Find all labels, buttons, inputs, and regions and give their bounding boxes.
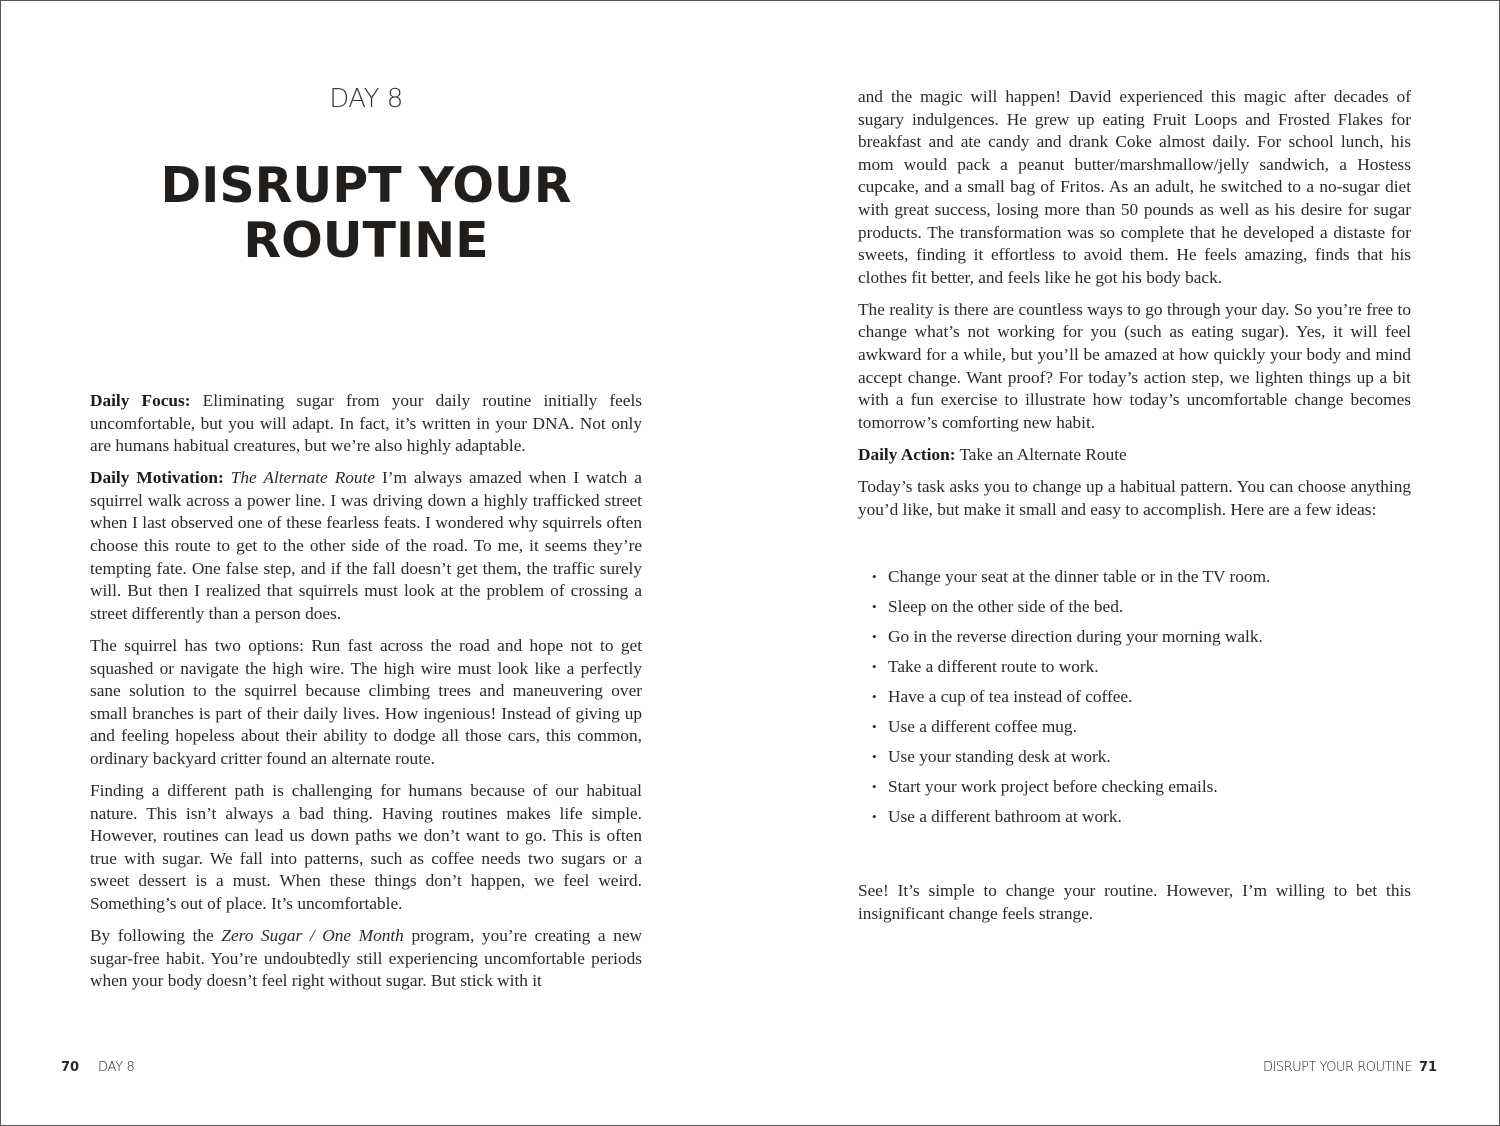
bullet-icon: • [872,659,877,675]
daily-action-label: Daily Action: [858,444,956,464]
task-paragraph: Today’s task asks you to change up a habitual pattern. You can choose anything you’d like, but make it small and easy to accomplish. Here are a few ideas: [858,477,1411,519]
david-paragraph: and the magic will happen! David experienced this magic after decades of sugary indulgences. He grew up eating Fruit Loops and Frosted Flakes for breakfast and ate candy and drank Coke almost daily. For school lunch, his mom would pack a peanut butter/marshmallow/jelly sandwich, a Hostess cupcake, and a small bag of Fritos. As an adult, he switched to a no-sugar diet with great success, losing more than 50 pounds as well as his desire for sugar products. The transformation was so complete that he developed a distaste for sweets, finding it effortless to avoid them. He feels amazing, finds that his clothes fit better, and feels like he got his body back. [858,87,1411,287]
running-head-left: DAY 8 [98,1060,135,1075]
daily-motivation-text: I’m always amazed when I watch a squirrel walk across a power line. I was driving down a highly trafficked street when I last observed one of these fearless feats. I wondered why squirrels often choose this route to get to the other side of the road. To me, it seems they’re tempting fate. One false step, and if the fall doesn’t get them, the traffic surely will. But then I realized that squirrels must look at the problem of crossing a street differently than a person does. [90,468,642,623]
page-number-left: 70 [61,1060,80,1075]
program-text-before: By following the [90,926,222,946]
list-item [858,622,1411,652]
daily-motivation-paragraph [90,467,642,625]
reality-paragraph: The reality is there are countless ways to go through your day. So you’re free to change what’s not working for you (such as eating sugar). Yes, it will feel awkward for a while, but you’ll be amazed at how quickly your body and mind accept change. Want proof? For today’s action step, we lighten things up a bit with a fun exercise to illustrate how today’s uncomfortable change becomes tomorrow’s comforting new habit. [858,299,1411,432]
left-body-text [90,390,642,1002]
list-item [858,682,1411,712]
program-name: Zero Sugar / One Month [221,926,404,946]
list-item [858,592,1411,622]
list-item-text: Use your standing desk at work. [888,747,1111,767]
bullet-icon: • [872,749,877,765]
daily-motivation-label: Daily Motivation: [90,468,224,488]
bullet-icon: • [872,809,877,825]
list-item [858,562,1411,592]
bullet-icon: • [872,779,877,795]
bullet-icon: • [872,569,877,585]
program-text-after: program, you’re creating a new sugar-free habit. You’re undoubtedly still experiencing uncomfortable periods when your body doesn’t feel right without sugar. But stick with it [90,926,642,991]
chapter-title: DISRUPT YOUR ROUTINE [160,157,572,269]
list-item-text: Change your seat at the dinner table or in the TV room. [888,567,1271,587]
bullet-icon: • [872,689,877,705]
list-item [858,742,1411,772]
right-page [750,0,1500,1126]
daily-focus-text: Eliminating sugar from your daily routine initially feels uncomfortable, but you will adapt. In fact, it’s written in your DNA. Not only are humans habitual creatures, but we’re also highly adaptable. [90,391,642,456]
list-item-text: Sleep on the other side of the bed. [888,597,1124,617]
running-head-right: DISRUPT YOUR ROUTINE [1263,1060,1413,1075]
list-item-text: Start your work project before checking emails. [888,777,1218,797]
daily-action-paragraph [858,444,1411,467]
path-paragraph: Finding a different path is challenging for humans because of our habitual nature. This isn’t always a bad thing. Having routines makes life simple. However, routines can lead us down paths we don’t want to go. This is often true with sugar. We fall into patterns, such as coffee needs two sugars or a sweet dessert is a must. When these things don’t happen, we feel weird. Something’s out of place. It’s uncomfortable. [90,781,642,913]
ideas-list [858,562,1411,832]
daily-action-text: Take an Alternate Route [955,444,1127,464]
daily-focus-label: Daily Focus: [90,391,191,410]
list-item [858,772,1411,802]
list-item-text: Have a cup of tea instead of coffee. [888,687,1133,707]
page-number-right: 71 [1419,1060,1438,1075]
list-item-text: Take a different route to work. [888,657,1099,677]
list-item [858,652,1411,682]
list-item-text: Use a different bathroom at work. [888,807,1122,827]
list-item [858,802,1411,832]
closing-paragraph: See! It’s simple to change your routine. However, I’m willing to bet this insignificant change feels strange. [858,881,1411,923]
daily-focus-paragraph [90,390,642,458]
list-item [858,712,1411,742]
daily-motivation-title: The Alternate Route [230,468,376,488]
bullet-icon: • [872,629,877,645]
bullet-icon: • [872,599,877,615]
list-item-text: Use a different coffee mug. [888,717,1077,737]
bullet-icon: • [872,719,877,735]
list-item-text: Go in the reverse direction during your morning walk. [888,627,1263,647]
squirrel-paragraph: The squirrel has two options: Run fast across the road and hope not to get squashed or navigate the high wire. The high wire must look like a perfectly sane solution to the squirrel because climbing trees and maneuvering over small branches is part of their daily lives. How ingenious! Instead of giving up and feeling hopeless about their ability to dodge all those cars, this common, ordinary backyard critter found an alternate route. [90,635,642,768]
right-body-text [858,86,1411,935]
day-label: DAY 8 [329,84,403,114]
program-paragraph [90,925,642,993]
